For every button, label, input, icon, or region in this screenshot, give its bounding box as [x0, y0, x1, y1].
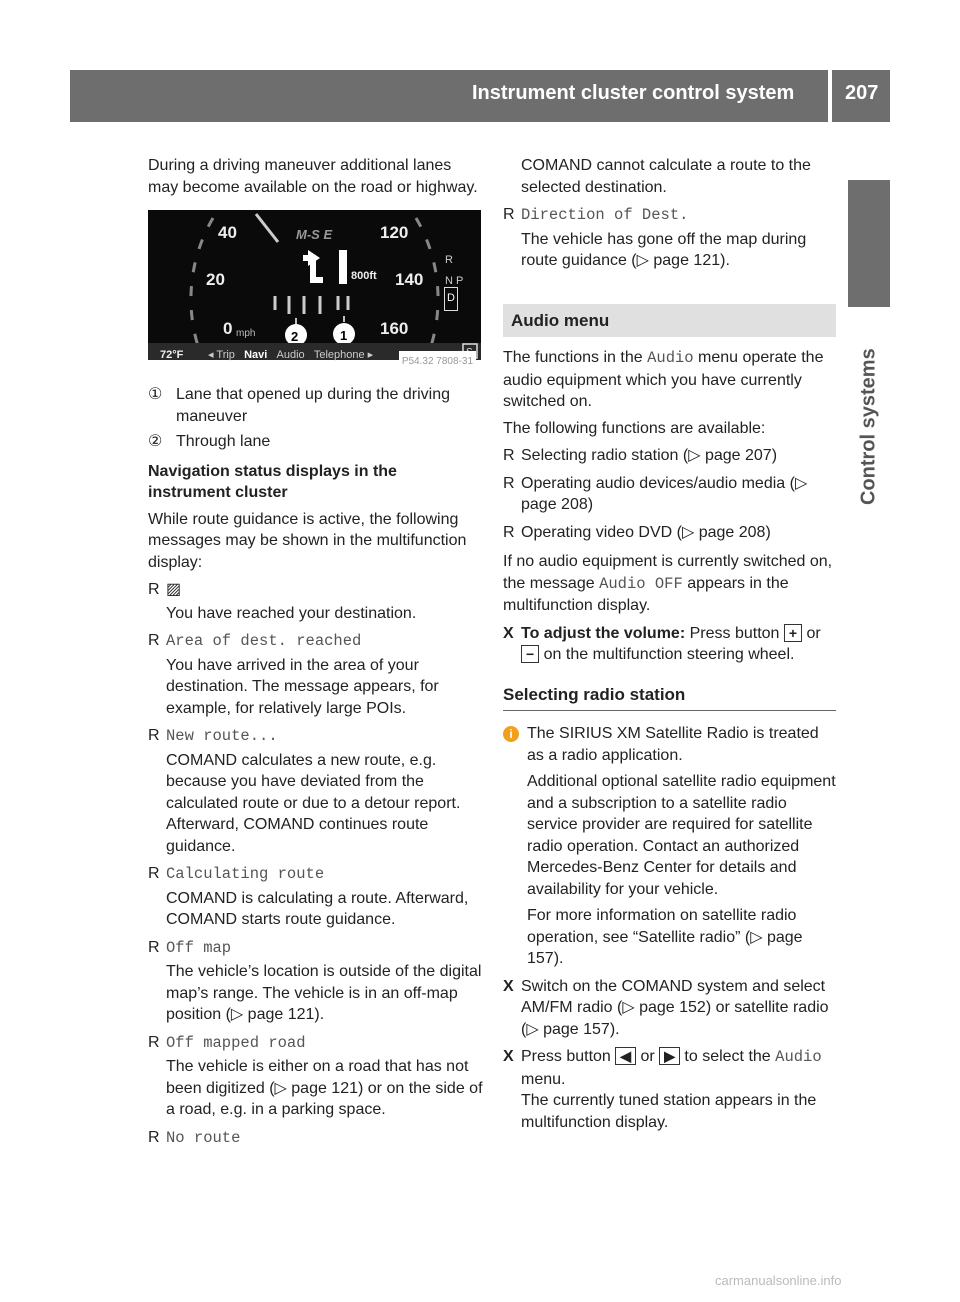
step-adjust-volume — [503, 623, 836, 666]
audio-intro-a: The functions in the — [503, 349, 648, 366]
audio-off-a: If no audio equipment is currently switched on, the message — [503, 553, 833, 592]
bullet: R — [148, 581, 160, 598]
bullet: R — [503, 474, 515, 492]
status-item-calculating — [148, 863, 483, 886]
menu-navi: Navi — [244, 349, 268, 361]
info-text-1: The SIRIUS XM Satellite Radio is treated as a radio application. — [527, 725, 819, 764]
bullet: R — [148, 1128, 160, 1146]
audio-off-text — [503, 551, 836, 617]
step-marker: X — [503, 1048, 514, 1065]
step2-b: to select the — [679, 1048, 776, 1065]
status-msg-direction: Direction of Dest. — [521, 206, 689, 224]
gear-p: P — [456, 275, 464, 287]
function-item-dvd — [503, 522, 836, 544]
side-tab-block — [848, 180, 890, 307]
gear-n: N — [445, 275, 453, 287]
step2-c: menu. — [521, 1070, 566, 1088]
bullet: R — [503, 206, 515, 223]
step-marker: X — [503, 624, 514, 642]
available-functions-text: The following functions are available: — [503, 419, 766, 437]
status-msg-calculating: Calculating route — [166, 865, 325, 883]
status-item-offmap — [148, 937, 483, 960]
volume-text-a: Press button — [685, 624, 784, 642]
section-heading-audio-menu: Audio menu — [503, 304, 836, 338]
status-text-offmappedroad: The vehicle is either on a road that has not been digitized (▷ page 121) or on the side of a road, e.g. in a parking space. — [166, 1058, 483, 1118]
status-text-calculating: COMAND is calculating a route. Afterward, COMAND starts route guidance. — [166, 889, 469, 928]
menu-audio: Audio — [276, 349, 305, 361]
cluster-menu-bar: ◂ Trip Navi Audio Telephone ▸ — [208, 349, 374, 361]
audio-intro-b: menu operate the audio equipment which you have currently switched on. — [503, 349, 824, 410]
cluster-brand: M-S E — [296, 227, 333, 242]
bullet: R — [148, 727, 160, 744]
status-item-flag — [148, 579, 483, 601]
info-text-2: Additional optional satellite radio equipment and a subscription to a satellite radio service provider are required for satellite radio operation. Contact an authorized Mercedes-Benz Center for details and availability for your vehicle. — [527, 773, 836, 898]
menu-trip: Trip — [216, 349, 235, 361]
status-text-flag: You have reached your destination. — [166, 604, 417, 622]
status-text-area: You have arrived in the area of your destination. The message appears, for example, for relatively large POIs. — [166, 656, 439, 717]
step2-audio-menu: Audio — [775, 1048, 822, 1066]
function-item-radio — [503, 445, 836, 467]
figure-caption: P54.32 7808-31 — [399, 351, 476, 373]
status-msg-noroute: No route — [166, 1128, 241, 1147]
audio-off-message: Audio OFF — [599, 574, 683, 593]
volume-or: or — [802, 624, 821, 642]
legend-text-1: Lane that opened up during the driving maneuver — [176, 386, 450, 425]
speed-140: 140 — [395, 270, 424, 289]
status-text-newroute: COMAND calculates a new route, e.g. because you have deviated from the calculated route or due to a detour report. Afterward, COMAND continues route guidance. — [166, 751, 461, 855]
status-item-noroute — [148, 1127, 483, 1150]
status-text-noroute: COMAND cannot calculate a route to the selected destination. — [521, 157, 811, 196]
right-arrow-button-icon: ▶ — [659, 1047, 680, 1065]
watermark-footer: carmanualsonline.info — [715, 1273, 842, 1288]
header-separator — [828, 70, 832, 122]
page-number: 207 — [845, 82, 879, 104]
speed-0: 0 — [223, 319, 233, 338]
function-text-radio: Selecting radio station (▷ page 207) — [521, 447, 778, 464]
callout-2: 2 — [291, 329, 299, 344]
status-msg-area: Area of dest. reached — [166, 632, 362, 650]
audio-intro — [503, 347, 836, 413]
status-text-direction: The vehicle has gone off the map during route guidance (▷ page 121). — [521, 230, 807, 269]
step1-text: Switch on the COMAND system and select AM/FM radio (▷ page 152) or satellite radio (▷ page 157). — [521, 977, 829, 1038]
step-select-audio-menu — [503, 1046, 836, 1133]
status-msg-newroute: New route... — [166, 727, 278, 745]
step-marker: X — [503, 977, 514, 995]
speed-120: 120 — [380, 223, 409, 242]
info-icon: i — [503, 726, 519, 742]
step2-d: The currently tuned station appears in the multifunction display. — [521, 1092, 817, 1131]
plus-button-icon: + — [784, 624, 802, 642]
audio-menu-name: Audio — [647, 349, 694, 367]
status-item-offmappedroad — [148, 1032, 483, 1055]
bullet: R — [148, 865, 160, 882]
gear-r: R — [445, 254, 453, 266]
outside-temp: 72°F — [160, 349, 184, 361]
navigation-body: While route guidance is active, the following messages may be shown in the multifunction display: — [148, 510, 467, 571]
bullet: R — [148, 938, 160, 956]
function-text-audio-devices: Operating audio devices/audio media (▷ page 208) — [521, 474, 808, 513]
step-switch-on-comand — [503, 976, 836, 1041]
speed-160: 160 — [380, 319, 409, 338]
status-msg-offmap: Off map — [166, 938, 232, 957]
legend-num-1: ① — [148, 386, 163, 403]
bullet: R — [148, 632, 160, 649]
right-column — [503, 155, 836, 1139]
left-column — [148, 155, 483, 1151]
speed-40: 40 — [218, 223, 237, 242]
header-title: Instrument cluster control system — [472, 82, 795, 104]
bullet: R — [503, 447, 515, 464]
function-item-audio-devices — [503, 473, 836, 516]
status-item-direction — [503, 204, 836, 227]
step2-a: Press button — [521, 1048, 616, 1065]
legend-num-2: ② — [148, 433, 163, 450]
step2-or: or — [636, 1048, 660, 1065]
legend-item-1 — [148, 384, 483, 427]
status-item-newroute — [148, 725, 483, 748]
minus-button-icon: − — [521, 645, 539, 663]
gear-d: D — [444, 287, 458, 311]
intro-text: During a driving maneuver additional lanes may become available on the road or highway. — [148, 157, 478, 196]
distance-readout: 800ft — [351, 270, 377, 282]
audio-off-b: appears in the multifunction display. — [503, 574, 789, 614]
checkered-flag-icon: ▨ — [166, 581, 182, 598]
bullet: R — [503, 523, 515, 541]
status-item-area — [148, 630, 483, 653]
legend-item-2 — [148, 431, 483, 453]
speed-20: 20 — [206, 270, 225, 289]
status-msg-offmappedroad: Off mapped road — [166, 1033, 306, 1052]
cluster-figure — [148, 210, 481, 374]
info-note — [503, 723, 836, 970]
status-text-offmap: The vehicle’s location is outside of the digital map’s range. The vehicle is in an off-map position (▷ page 121). — [166, 963, 482, 1023]
bullet: R — [148, 1033, 160, 1051]
section-heading-selecting-radio: Selecting radio station — [503, 684, 836, 712]
menu-telephone: Telephone — [313, 349, 365, 361]
volume-label: To adjust the volume: — [521, 624, 686, 642]
section-heading-navigation: Navigation status displays in the instrument cluster — [148, 462, 397, 501]
callout-1: 1 — [340, 328, 348, 343]
left-arrow-button-icon: ◀ — [615, 1047, 636, 1065]
function-text-dvd: Operating video DVD (▷ page 208) — [521, 523, 771, 541]
side-tab-label: Control systems — [857, 348, 880, 505]
speed-unit: mph — [236, 328, 256, 339]
legend-text-2: Through lane — [176, 433, 271, 450]
info-text-3: For more information on satellite radio operation, see “Satellite radio” (▷ page 157). — [527, 907, 803, 967]
volume-text-b: on the multifunction steering wheel. — [539, 646, 795, 663]
